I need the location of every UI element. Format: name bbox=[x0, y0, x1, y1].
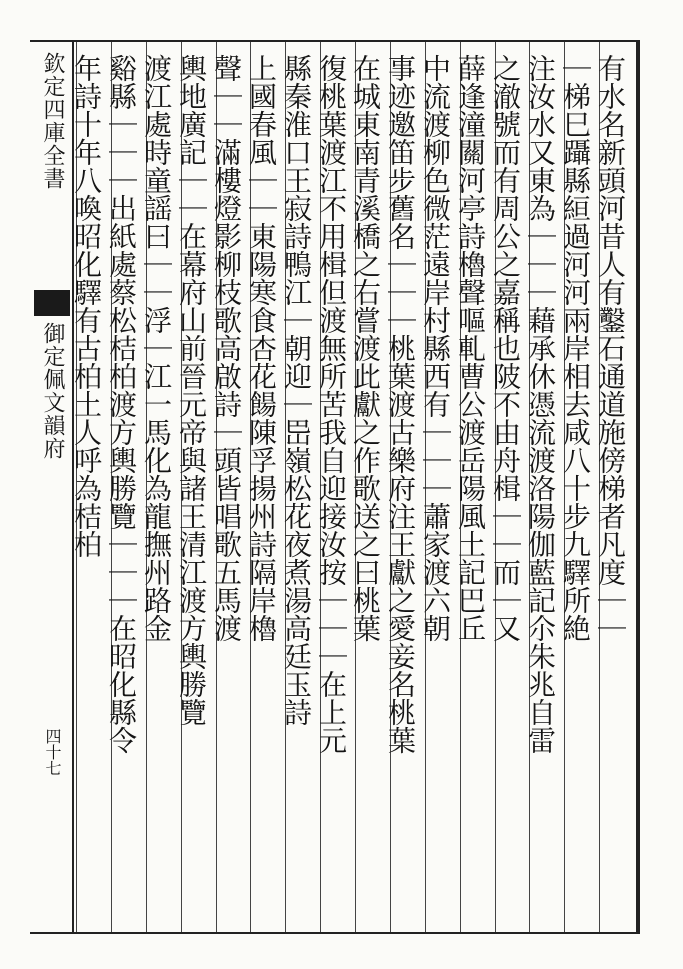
right-border bbox=[636, 40, 640, 934]
text-column: 薛逢潼關河亭詩櫓聲嘔軋曹公渡岳陽風土記巴丘 bbox=[454, 54, 487, 642]
text-column: 中流渡柳色微茫遠岸村縣西有｜｜｜蕭家渡六朝 bbox=[419, 54, 452, 642]
page-number: 四十七 bbox=[43, 728, 62, 776]
bottom-border bbox=[30, 932, 640, 934]
text-column: 在城東南青溪橋之右嘗渡此獻之作歌送之曰桃葉 bbox=[349, 54, 382, 642]
text-column: 谿縣｜｜｜出紙處蔡松桔柏渡方輿勝覽｜｜｜在昭化縣令 bbox=[105, 54, 138, 754]
book-subtitle: 御定佩文韻府 bbox=[40, 322, 65, 460]
top-border bbox=[30, 40, 640, 42]
book-title: 欽定四庫全書 bbox=[40, 52, 65, 190]
text-column: 事迹邀笛步舊名｜｜｜桃葉渡古樂府注王獻之愛妾名桃葉 bbox=[384, 54, 417, 754]
text-column: 注汝水又東為｜｜｜藉承休憑流渡洛陽伽藍記尒朱兆自雷 bbox=[524, 54, 557, 754]
text-column: 聲｜｜滿樓燈影柳枝歌高啟詩｜頭皆唱歌五馬渡 bbox=[210, 54, 243, 642]
text-column: 上國春風｜｜東陽寒食杏花餳陳孚揚州詩隔岸櫓 bbox=[245, 54, 278, 642]
text-column: 縣秦淮口王寂詩鴨江｜朝迎｜岊嶺松花夜煮湯高廷玉詩 bbox=[280, 54, 313, 726]
text-column: 之澈號而有周公之嘉稱也陂不由舟楫｜｜而｜又 bbox=[489, 54, 522, 642]
text-column: ｜梯巳躡縣絙過河河兩岸相去咸八十步九驛所絶 bbox=[559, 54, 592, 642]
text-column: 有水名新頭河昔人有鑿石通道施傍梯者凡度｜｜ bbox=[594, 54, 627, 642]
text-column: 輿地廣記｜｜在幕府山前晉元帝與諸王清江渡方輿勝覽 bbox=[175, 54, 208, 726]
text-column: 年詩十年八喚昭化驛有古柏土人呼為桔柏 bbox=[70, 54, 103, 558]
text-column: 復桃葉渡江不用楫但渡無所苦我自迎接汝按｜｜｜在上元 bbox=[315, 54, 348, 754]
text-column: 渡江處時童謡曰｜｜浮｜江一馬化為龍撫州路金 bbox=[140, 54, 173, 642]
